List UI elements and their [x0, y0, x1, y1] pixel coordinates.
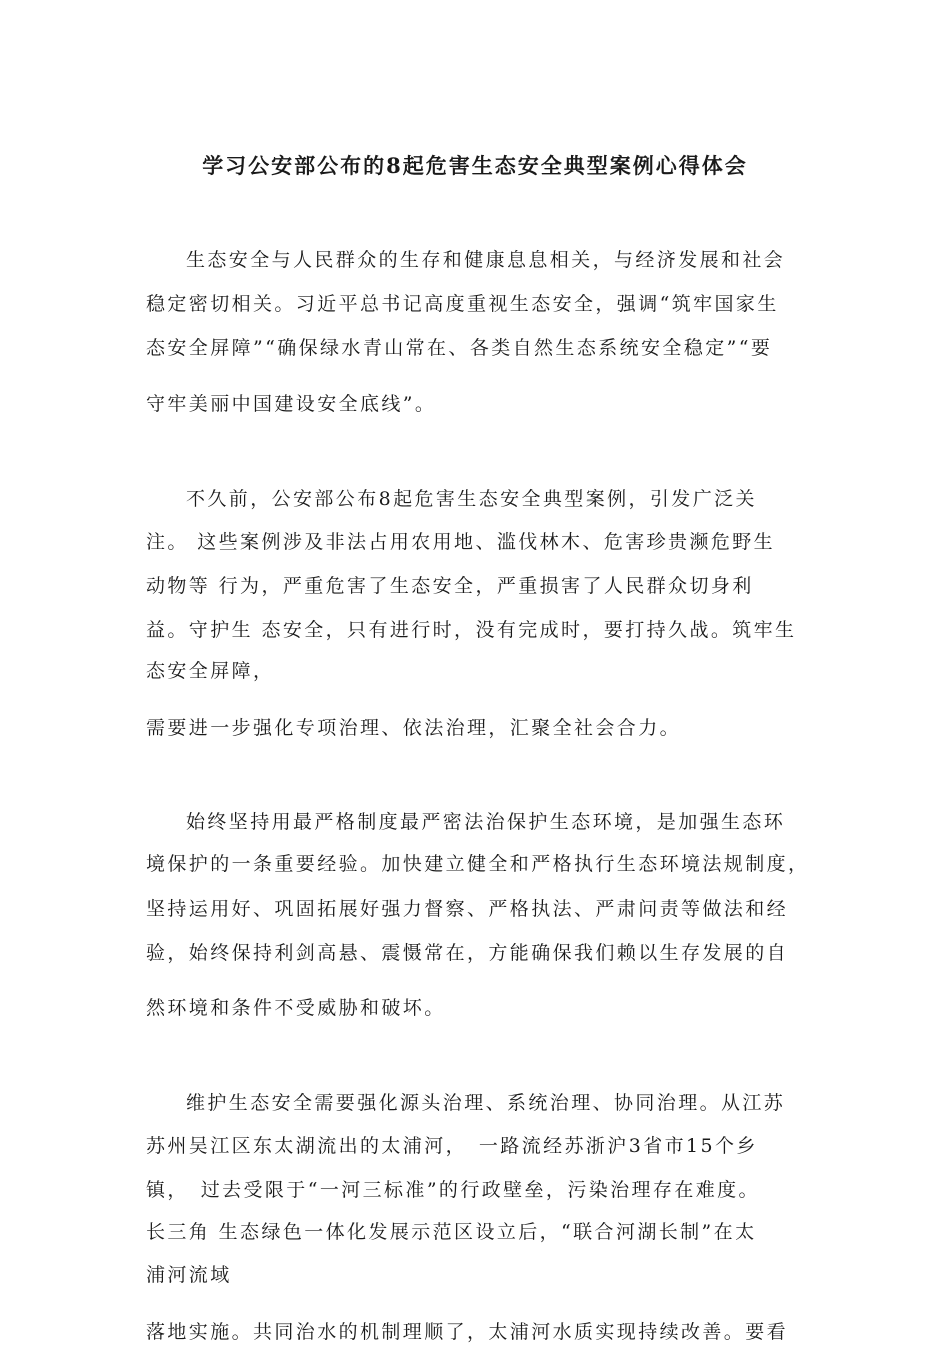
paragraph-1-line-3: 态安全屏障”“确保绿水青山常在、各类自然生态系统安全稳定”“要	[146, 337, 773, 359]
paragraph-3-line-3: 坚持运用好、巩固拓展好强力督察、严格执法、严肃问责等做法和经	[146, 898, 789, 920]
paragraph-3-line-1: 始终坚持用最严格制度最严密法治保护生态环境，是加强生态环	[186, 811, 786, 833]
paragraph-4-line-4: 长三角 生态绿色一体化发展示范区设立后，“联合河湖长制”在太	[146, 1221, 757, 1243]
paragraph-3-line-4: 验，始终保持利剑高悬、震慑常在，方能确保我们赖以生存发展的自	[146, 942, 789, 964]
paragraph-2-line-6: 需要进一步强化专项治理、依法治理，汇聚全社会合力。	[146, 717, 682, 739]
paragraph-4-line-2: 苏州吴江区东太湖流出的太浦河， 一路流经苏浙沪3省市15个乡	[146, 1135, 758, 1157]
paragraph-2-line-1: 不久前，公安部公布8起危害生态安全典型案例，引发广泛关	[186, 488, 757, 510]
paragraph-2-line-4: 益。守护生 态安全，只有进行时，没有完成时，要打持久战。筑牢生	[146, 619, 797, 641]
paragraph-3-line-5: 然环境和条件不受威胁和破坏。	[146, 997, 446, 1019]
paragraph-2-line-3: 动物等 行为，严重危害了生态安全，严重损害了人民群众切身利	[146, 575, 754, 597]
paragraph-4-line-1: 维护生态安全需要强化源头治理、系统治理、协同治理。从江苏	[186, 1092, 786, 1114]
paragraph-4-line-5: 浦河流域	[146, 1264, 232, 1286]
paragraph-2-line-5: 态安全屏障，	[146, 660, 275, 682]
paragraph-4-line-6: 落地实施。共同治水的机制理顺了，太浦河水质实现持续改善。要看	[146, 1321, 789, 1343]
paragraph-3-line-2: 境保护的一条重要经验。加快建立健全和严格执行生态环境法规制度，	[146, 853, 810, 875]
paragraph-2-line-2: 注。 这些案例涉及非法占用农用地、滥伐林木、危害珍贵濒危野生	[146, 531, 776, 553]
paragraph-1-line-2: 稳定密切相关。习近平总书记高度重视生态安全，强调“筑牢国家生	[146, 293, 779, 315]
paragraph-1-line-1: 生态安全与人民群众的生存和健康息息相关，与经济发展和社会	[186, 249, 786, 271]
paragraph-4-line-3: 镇， 过去受限于“一河三标准”的行政壁垒，污染治理存在难度。	[146, 1179, 760, 1201]
document-title: 学习公安部公布的8起危害生态安全典型案例心得体会	[202, 153, 748, 178]
paragraph-1-line-4: 守牢美丽中国建设安全底线”。	[146, 393, 437, 415]
